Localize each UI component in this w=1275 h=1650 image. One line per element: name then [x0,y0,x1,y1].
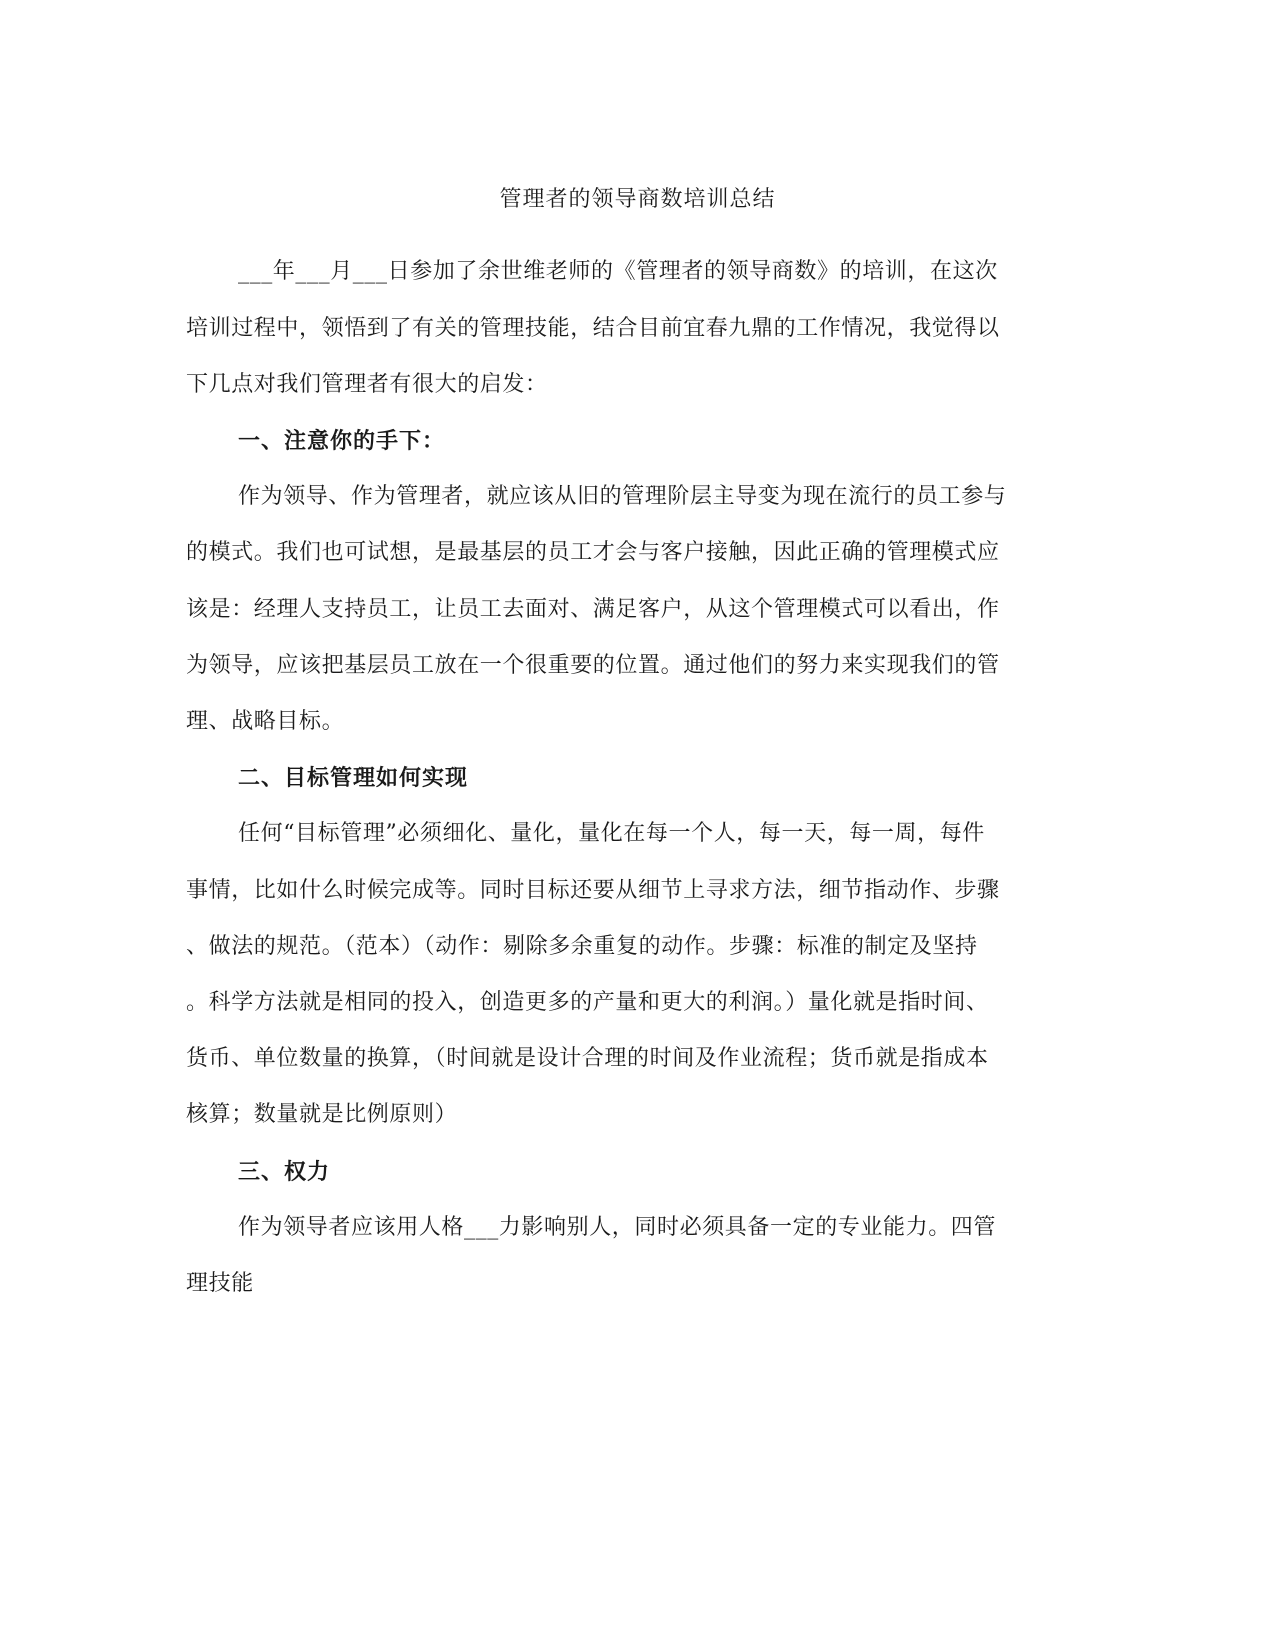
paragraph-line: 、做法的规范。（范本）（动作：剔除多余重复的动作。步骤：标准的制定及坚持 [186,934,978,959]
paragraph-line: 理、战略目标。 [186,709,345,734]
paragraph-line: 任何“目标管理”必须细化、量化，量化在每一个人，每一天，每一周，每件 [238,821,985,846]
paragraph-line: 核算；数量就是比例原则） [186,1102,458,1127]
paragraph-line: 事情，比如什么时候完成等。同时目标还要从细节上寻求方法，细节指动作、步骤 [186,878,1000,903]
paragraph-line: 理技能 [186,1271,254,1296]
paragraph-line: 作为领导者应该用人格___力影响别人，同时必须具备一定的专业能力。四管 [238,1215,997,1240]
paragraph-line: 下几点对我们管理者有很大的启发： [186,372,548,397]
paragraph-line: 为领导，应该把基层员工放在一个很重要的位置。通过他们的努力来实现我们的管 [186,653,1000,678]
section-heading-1: 一、注意你的手下： [238,428,446,454]
document-title: 管理者的领导商数培训总结 [499,187,776,212]
paragraph-line: 的模式。我们也可试想，是最基层的员工才会与客户接触，因此正确的管理模式应 [186,540,1000,565]
paragraph-line: 。科学方法就是相同的投入，创造更多的产量和更大的利润。）量化就是指时间、 [186,990,989,1015]
section-heading-3: 三、权力 [238,1159,331,1185]
paragraph-line: 货币、单位数量的换算，（时间就是设计合理的时间及作业流程；货币就是指成本 [186,1046,989,1071]
section-heading-2: 二、目标管理如何实现 [238,765,469,791]
paragraph-line: ___年___月___日参加了余世维老师的《管理者的领导商数》的培训，在这次 [238,259,998,284]
paragraph-line: 该是：经理人支持员工，让员工去面对、满足客户，从这个管理模式可以看出，作 [186,597,1000,622]
paragraph-line: 作为领导、作为管理者，就应该从旧的管理阶层主导变为现在流行的员工参与 [238,484,1007,509]
paragraph-line: 培训过程中，领悟到了有关的管理技能，结合目前宜春九鼎的工作情况，我觉得以 [186,316,1000,341]
